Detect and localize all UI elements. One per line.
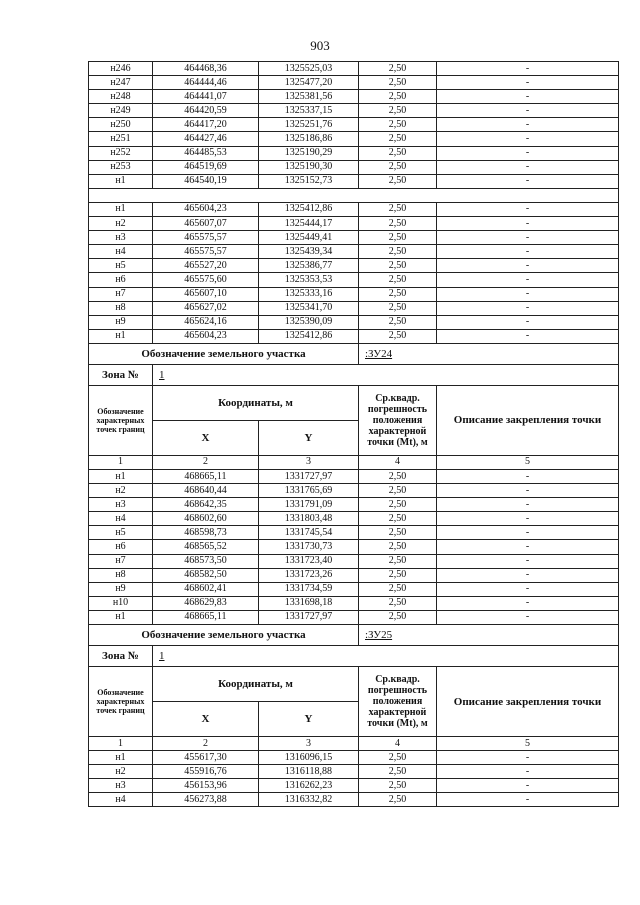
x-cell: 468602,60 <box>153 512 259 526</box>
column-number-row <box>89 737 619 751</box>
point-cell: н247 <box>89 76 153 90</box>
table-row <box>89 217 619 231</box>
description-cell: - <box>437 104 619 118</box>
table-row <box>89 779 619 793</box>
point-cell: н2 <box>89 765 153 779</box>
error-cell: 2,50 <box>359 217 437 231</box>
error-cell: 2,50 <box>359 287 437 301</box>
error-cell: 2,50 <box>359 245 437 259</box>
header-y: Y <box>259 702 359 737</box>
separator-row <box>89 188 619 202</box>
error-cell: 2,50 <box>359 793 437 807</box>
table-row <box>89 765 619 779</box>
description-cell: - <box>437 329 619 343</box>
description-cell: - <box>437 779 619 793</box>
y-cell: 1331727,97 <box>259 469 359 483</box>
point-cell: н3 <box>89 231 153 245</box>
description-cell: - <box>437 568 619 582</box>
header-y: Y <box>259 420 359 455</box>
point-cell: н9 <box>89 315 153 329</box>
error-cell: 2,50 <box>359 146 437 160</box>
header-coordinates: Координаты, м <box>153 385 359 420</box>
column-number-row <box>89 455 619 469</box>
error-cell: 2,50 <box>359 259 437 273</box>
description-cell: - <box>437 287 619 301</box>
x-cell: 468565,52 <box>153 540 259 554</box>
description-cell: - <box>437 76 619 90</box>
description-cell: - <box>437 62 619 76</box>
description-cell: - <box>437 245 619 259</box>
point-cell: н1 <box>89 469 153 483</box>
description-cell: - <box>437 231 619 245</box>
header-x: X <box>153 420 259 455</box>
x-cell: 465575,57 <box>153 245 259 259</box>
y-cell: 1325525,03 <box>259 62 359 76</box>
error-cell: 2,50 <box>359 118 437 132</box>
x-cell: 456153,96 <box>153 779 259 793</box>
description-cell: - <box>437 174 619 188</box>
table-row <box>89 554 619 568</box>
y-cell: 1325412,86 <box>259 329 359 343</box>
error-cell: 2,50 <box>359 329 437 343</box>
y-cell: 1325386,77 <box>259 259 359 273</box>
y-cell: 1325390,09 <box>259 315 359 329</box>
x-cell: 464468,36 <box>153 62 259 76</box>
description-cell: - <box>437 469 619 483</box>
x-cell: 464420,59 <box>153 104 259 118</box>
error-cell: 2,50 <box>359 498 437 512</box>
table-row <box>89 245 619 259</box>
x-cell: 465575,60 <box>153 273 259 287</box>
error-cell: 2,50 <box>359 315 437 329</box>
point-cell: н248 <box>89 90 153 104</box>
table-row <box>89 132 619 146</box>
point-cell: н8 <box>89 568 153 582</box>
header-row <box>89 667 619 702</box>
point-cell: н3 <box>89 779 153 793</box>
x-cell: 468598,73 <box>153 526 259 540</box>
x-cell: 455916,76 <box>153 765 259 779</box>
error-cell: 2,50 <box>359 90 437 104</box>
error-cell: 2,50 <box>359 231 437 245</box>
table-row <box>89 76 619 90</box>
x-cell: 465607,10 <box>153 287 259 301</box>
table-row <box>89 273 619 287</box>
column-number: 2 <box>153 455 259 469</box>
header-row <box>89 385 619 420</box>
header-coordinates: Координаты, м <box>153 667 359 702</box>
coordinates-table <box>88 61 619 807</box>
table-row <box>89 301 619 315</box>
x-cell: 465624,16 <box>153 315 259 329</box>
x-cell: 464417,20 <box>153 118 259 132</box>
x-cell: 468582,50 <box>153 568 259 582</box>
point-cell: н246 <box>89 62 153 76</box>
description-cell: - <box>437 484 619 498</box>
description-cell: - <box>437 259 619 273</box>
y-cell: 1331727,97 <box>259 610 359 624</box>
table-row <box>89 146 619 160</box>
column-number: 2 <box>153 737 259 751</box>
parcel-title-row <box>89 625 619 646</box>
error-cell: 2,50 <box>359 540 437 554</box>
table-row <box>89 793 619 807</box>
x-cell: 464540,19 <box>153 174 259 188</box>
zone-row <box>89 364 619 385</box>
y-cell: 1325333,16 <box>259 287 359 301</box>
table-row <box>89 568 619 582</box>
point-cell: н5 <box>89 526 153 540</box>
zone-row <box>89 646 619 667</box>
y-cell: 1331745,54 <box>259 526 359 540</box>
x-cell: 468573,50 <box>153 554 259 568</box>
page-number: 903 <box>310 38 330 53</box>
header-description: Описание закрепления точки <box>437 385 619 455</box>
point-cell: н249 <box>89 104 153 118</box>
error-cell: 2,50 <box>359 484 437 498</box>
parcel-code: :ЗУ25 <box>359 625 619 646</box>
error-cell: 2,50 <box>359 779 437 793</box>
header-description: Описание закрепления точки <box>437 667 619 737</box>
y-cell: 1325449,41 <box>259 231 359 245</box>
error-cell: 2,50 <box>359 512 437 526</box>
table-row <box>89 104 619 118</box>
table-row <box>89 62 619 76</box>
y-cell: 1325353,53 <box>259 273 359 287</box>
description-cell: - <box>437 217 619 231</box>
x-cell: 464427,46 <box>153 132 259 146</box>
table-row <box>89 287 619 301</box>
y-cell: 1325337,15 <box>259 104 359 118</box>
error-cell: 2,50 <box>359 301 437 315</box>
table-row <box>89 118 619 132</box>
description-cell: - <box>437 765 619 779</box>
table-row <box>89 315 619 329</box>
header-points: Обозначение характерных точек границ <box>89 385 153 455</box>
description-cell: - <box>437 582 619 596</box>
description-cell: - <box>437 540 619 554</box>
column-number: 5 <box>437 455 619 469</box>
table-row <box>89 90 619 104</box>
table-row <box>89 174 619 188</box>
description-cell: - <box>437 498 619 512</box>
x-cell: 455617,30 <box>153 751 259 765</box>
description-cell: - <box>437 118 619 132</box>
table-row <box>89 751 619 765</box>
y-cell: 1331803,48 <box>259 512 359 526</box>
point-cell: н251 <box>89 132 153 146</box>
y-cell: 1325444,17 <box>259 217 359 231</box>
separator-cell <box>89 188 619 202</box>
x-cell: 468629,83 <box>153 596 259 610</box>
parcel-code: :ЗУ24 <box>359 343 619 364</box>
description-cell: - <box>437 610 619 624</box>
point-cell: н1 <box>89 174 153 188</box>
y-cell: 1325439,34 <box>259 245 359 259</box>
y-cell: 1325341,70 <box>259 301 359 315</box>
description-cell: - <box>437 751 619 765</box>
zone-value: 1 <box>153 364 619 385</box>
header-points: Обозначение характерных точек границ <box>89 667 153 737</box>
x-cell: 464519,69 <box>153 160 259 174</box>
y-cell: 1325477,20 <box>259 76 359 90</box>
table-row <box>89 540 619 554</box>
point-cell: н4 <box>89 512 153 526</box>
description-cell: - <box>437 273 619 287</box>
y-cell: 1325190,30 <box>259 160 359 174</box>
table-row <box>89 582 619 596</box>
y-cell: 1325186,86 <box>259 132 359 146</box>
header-x: X <box>153 702 259 737</box>
y-cell: 1325190,29 <box>259 146 359 160</box>
table-row <box>89 231 619 245</box>
x-cell: 468642,35 <box>153 498 259 512</box>
y-cell: 1331730,73 <box>259 540 359 554</box>
point-cell: н1 <box>89 329 153 343</box>
y-cell: 1325412,86 <box>259 202 359 216</box>
error-cell: 2,50 <box>359 568 437 582</box>
description-cell: - <box>437 315 619 329</box>
x-cell: 456273,88 <box>153 793 259 807</box>
column-number: 1 <box>89 737 153 751</box>
table-row <box>89 498 619 512</box>
zone-label: Зона № <box>89 364 153 385</box>
column-number: 3 <box>259 737 359 751</box>
point-cell: н3 <box>89 498 153 512</box>
y-cell: 1316118,88 <box>259 765 359 779</box>
table-row <box>89 512 619 526</box>
x-cell: 468665,11 <box>153 610 259 624</box>
error-cell: 2,50 <box>359 202 437 216</box>
description-cell: - <box>437 132 619 146</box>
point-cell: н253 <box>89 160 153 174</box>
table-row <box>89 596 619 610</box>
zone-value: 1 <box>153 646 619 667</box>
point-cell: н5 <box>89 259 153 273</box>
description-cell: - <box>437 301 619 315</box>
error-cell: 2,50 <box>359 469 437 483</box>
table-row <box>89 469 619 483</box>
point-cell: н10 <box>89 596 153 610</box>
x-cell: 468665,11 <box>153 469 259 483</box>
column-number: 1 <box>89 455 153 469</box>
y-cell: 1331734,59 <box>259 582 359 596</box>
parcel-title: Обозначение земельного участка <box>89 343 359 364</box>
error-cell: 2,50 <box>359 160 437 174</box>
y-cell: 1331791,09 <box>259 498 359 512</box>
x-cell: 464485,53 <box>153 146 259 160</box>
error-cell: 2,50 <box>359 610 437 624</box>
description-cell: - <box>437 90 619 104</box>
point-cell: н1 <box>89 202 153 216</box>
column-number: 4 <box>359 737 437 751</box>
error-cell: 2,50 <box>359 174 437 188</box>
y-cell: 1316262,23 <box>259 779 359 793</box>
table-row <box>89 610 619 624</box>
header-error: Ср.квадр. погрешность положения характерной точки (Mt), м <box>359 667 437 737</box>
error-cell: 2,50 <box>359 582 437 596</box>
y-cell: 1325251,76 <box>259 118 359 132</box>
point-cell: н6 <box>89 273 153 287</box>
description-cell: - <box>437 596 619 610</box>
description-cell: - <box>437 526 619 540</box>
x-cell: 465604,23 <box>153 202 259 216</box>
y-cell: 1331765,69 <box>259 484 359 498</box>
error-cell: 2,50 <box>359 62 437 76</box>
table-row <box>89 329 619 343</box>
point-cell: н8 <box>89 301 153 315</box>
point-cell: н6 <box>89 540 153 554</box>
table-row <box>89 526 619 540</box>
description-cell: - <box>437 793 619 807</box>
header-error: Ср.квадр. погрешность положения характерной точки (Mt), м <box>359 385 437 455</box>
x-cell: 465627,02 <box>153 301 259 315</box>
point-cell: н1 <box>89 751 153 765</box>
column-number: 4 <box>359 455 437 469</box>
column-number: 5 <box>437 737 619 751</box>
point-cell: н2 <box>89 217 153 231</box>
x-cell: 464444,46 <box>153 76 259 90</box>
description-cell: - <box>437 160 619 174</box>
x-cell: 465607,07 <box>153 217 259 231</box>
error-cell: 2,50 <box>359 751 437 765</box>
error-cell: 2,50 <box>359 526 437 540</box>
error-cell: 2,50 <box>359 76 437 90</box>
table-row <box>89 484 619 498</box>
x-cell: 465604,23 <box>153 329 259 343</box>
point-cell: н2 <box>89 484 153 498</box>
error-cell: 2,50 <box>359 104 437 118</box>
zone-label: Зона № <box>89 646 153 667</box>
point-cell: н1 <box>89 610 153 624</box>
y-cell: 1316332,82 <box>259 793 359 807</box>
point-cell: н252 <box>89 146 153 160</box>
y-cell: 1331723,26 <box>259 568 359 582</box>
y-cell: 1325152,73 <box>259 174 359 188</box>
error-cell: 2,50 <box>359 596 437 610</box>
point-cell: н250 <box>89 118 153 132</box>
x-cell: 465527,20 <box>153 259 259 273</box>
point-cell: н9 <box>89 582 153 596</box>
point-cell: н7 <box>89 287 153 301</box>
parcel-title-row <box>89 343 619 364</box>
description-cell: - <box>437 146 619 160</box>
point-cell: н7 <box>89 554 153 568</box>
table-row <box>89 202 619 216</box>
x-cell: 464441,07 <box>153 90 259 104</box>
x-cell: 465575,57 <box>153 231 259 245</box>
table-row <box>89 259 619 273</box>
x-cell: 468602,41 <box>153 582 259 596</box>
error-cell: 2,50 <box>359 765 437 779</box>
table-row <box>89 160 619 174</box>
column-number: 3 <box>259 455 359 469</box>
y-cell: 1331698,18 <box>259 596 359 610</box>
error-cell: 2,50 <box>359 132 437 146</box>
y-cell: 1325381,56 <box>259 90 359 104</box>
y-cell: 1331723,40 <box>259 554 359 568</box>
x-cell: 468640,44 <box>153 484 259 498</box>
point-cell: н4 <box>89 245 153 259</box>
error-cell: 2,50 <box>359 273 437 287</box>
description-cell: - <box>437 202 619 216</box>
description-cell: - <box>437 554 619 568</box>
description-cell: - <box>437 512 619 526</box>
y-cell: 1316096,15 <box>259 751 359 765</box>
point-cell: н4 <box>89 793 153 807</box>
error-cell: 2,50 <box>359 554 437 568</box>
parcel-title: Обозначение земельного участка <box>89 625 359 646</box>
